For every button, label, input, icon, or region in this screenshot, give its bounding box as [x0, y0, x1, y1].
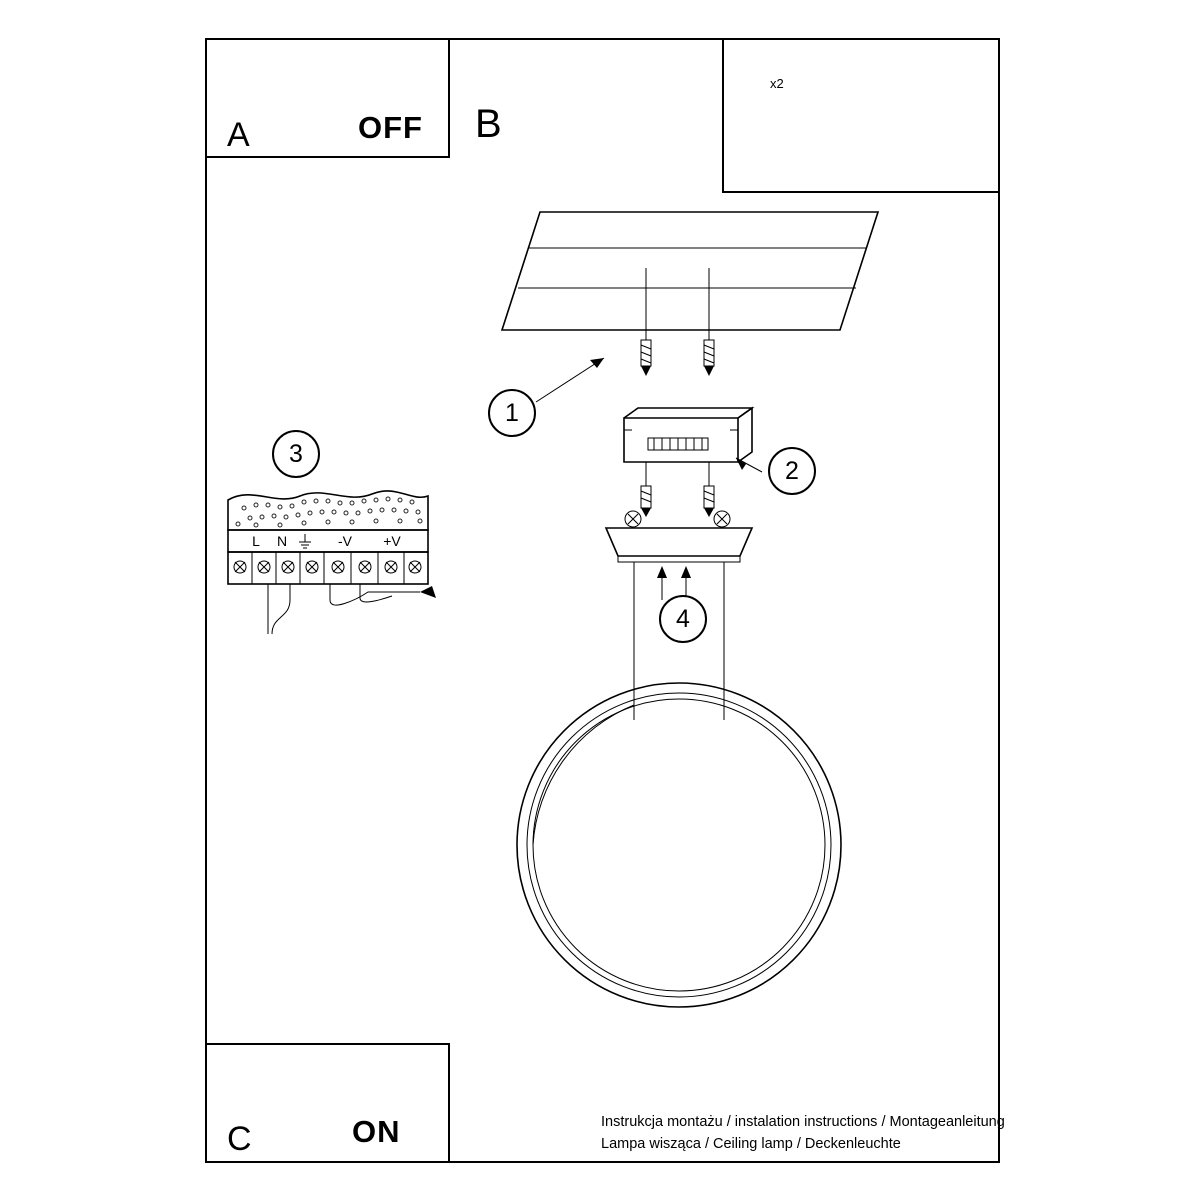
panel-c-letter: C	[227, 1120, 252, 1158]
footer-line-2: Lampa wisząca / Ceiling lamp / Deckenleuchte	[601, 1136, 901, 1153]
anchor-quantity-label: x2	[770, 76, 784, 91]
svg-text:-V: -V	[338, 533, 352, 549]
footer-text	[601, 1111, 1005, 1156]
panel-a-letter: A	[227, 116, 250, 154]
svg-text:N: N	[276, 533, 288, 549]
callout-3: 3	[272, 430, 320, 478]
svg-text:+V: +V	[383, 533, 401, 549]
panel-b-letter: B	[475, 102, 502, 146]
callout-2: 2	[768, 447, 816, 495]
callout-4: 4	[659, 595, 707, 643]
svg-text:L: L	[252, 533, 260, 549]
power-off-label: OFF	[358, 110, 423, 145]
power-on-label: ON	[352, 1114, 401, 1149]
panel-b-tools-box	[722, 38, 1000, 193]
callout-1: 1	[488, 389, 536, 437]
footer-line-1: Instrukcja montażu / instalation instructions / Montageanleitung	[601, 1114, 1005, 1130]
sheet-border	[205, 38, 1000, 1163]
